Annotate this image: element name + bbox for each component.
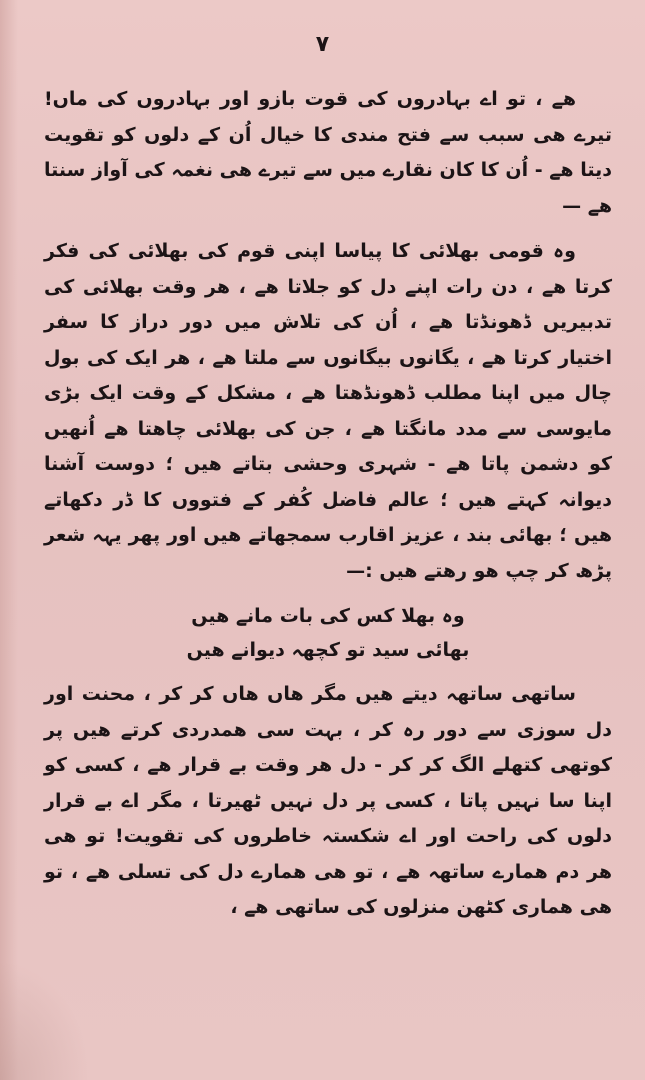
paper-stain	[0, 960, 90, 1080]
page-edge-shadow	[0, 0, 18, 1080]
verse-line-1: وہ بھلا کس کی بات مانے ھیں	[191, 605, 465, 627]
page-number: ۷	[315, 32, 330, 57]
paragraph-3: ساتھی ساتھہ دیتے ھیں مگر ھاں ھاں کر کر ، محنت اور دل سوزی سے دور رہ کر ، بہت سی ھمدردی کرتے ھیں پر کوتھی کتھلے الگ کر کر - دل ھر وقت بے قرار ھے ، کسی کو اپنا سا نہیں پاتا ، کسی پر دل نہیں ٹھیرتا ، مگر اے بے قرار دلوں کی راحت اور اے شکستہ خاطروں کی تقویت! تو ھی ھر دم ھمارے ساتھہ ھے ، تو ھی ھمارے دل کی تسلی ھے ، تو ھی ھماری کٹھن منزلوں کی ساتھی ھے ،	[44, 683, 612, 918]
verse	[44, 599, 612, 667]
paragraph-1: ھے ، تو اے بہادروں کی قوت بازو اور بہادروں کی ماں! تیرے ھی سبب سے فتح مندی کا خیال اُن کے دلوں کو تقویت دیتا ھے - اُن کا کان نقارے میں سے تیرے ھی نغمہ کی آواز سنتا ھے —	[44, 88, 612, 217]
page-text	[44, 82, 612, 936]
verse-line-2: بھائی سید تو کچھہ دیوانے ھیں	[186, 639, 470, 661]
paragraph-2: وہ قومی بھلائی کا پیاسا اپنی قوم کی بھلائی کی فکر کرتا ھے ، دن رات اپنے دل کو جلاتا ھے ، ھر وقت بھلائی کی تدبیریں ڈھونڈتا ھے ، اُن کی تلاش میں دور دراز کا سفر اختیار کرتا ھے ، یگانوں بیگانوں سے ملتا ھے ، ھر ایک کی بول چال میں اپنا مطلب ڈھونڈھتا ھے ، مشکل کے وقت ایک بڑی مایوسی سے مدد مانگتا ھے ، جن کی بھلائی چاھتا ھے اُنھیں کو دشمن پاتا ھے - شہری وحشی بتاتے ھیں ؛ دوست آشنا دیوانہ کہتے ھیں ؛ عالم فاضل کُفر کے فتووں کا ڈر دکھاتے ھیں ؛ بھائی بند ، عزیز اقارب سمجھاتے ھیں اور پھر یہہ شعر پڑھ کر چپ ھو رھتے ھیں :—	[44, 240, 612, 582]
